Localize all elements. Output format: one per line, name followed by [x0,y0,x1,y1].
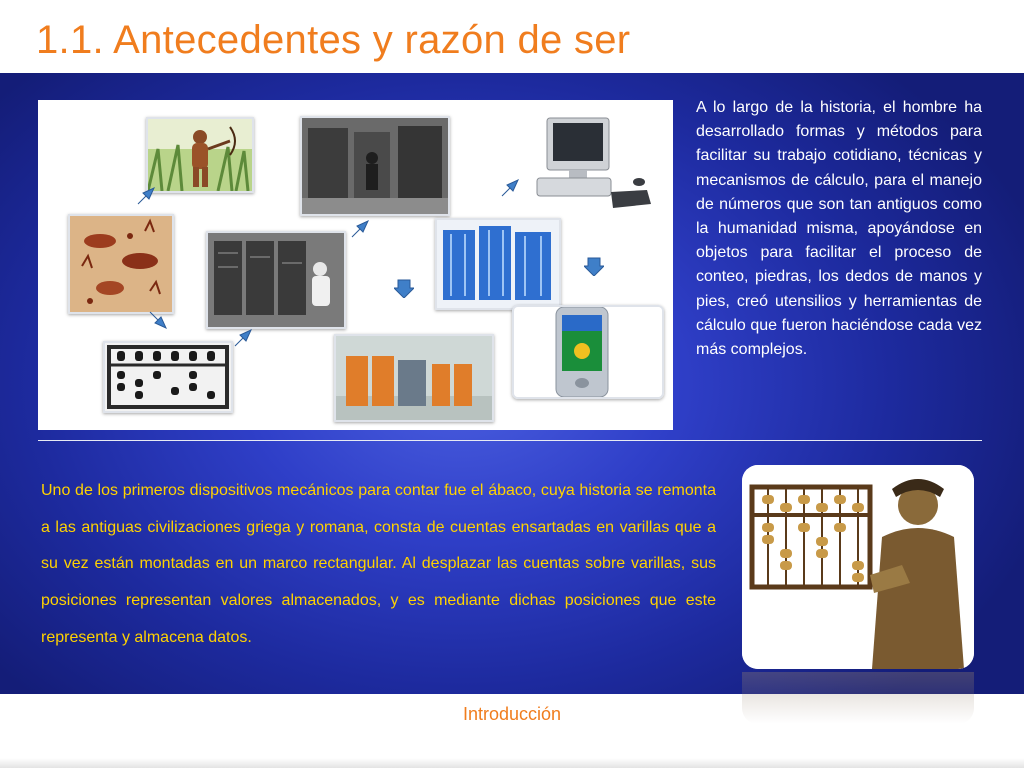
hunter-with-bow-image [146,117,254,193]
footer-label: Introducción [462,704,562,724]
cave-painting-image [68,214,174,314]
history-paragraph: A lo largo de la historia, el hombre ha desarrollado formas y métodos para facilitar su trabajo cotidiano, técnicas y mecanismos de cálculo, para el manejo de números que son tan antiguos como la humanidad misma, apoyándose en objetos para facilitar el proceso de conteo, piedras, los dedos de manos y pies, creó utensilios y herramientas de cálculo que fueron haciéndose cada vez más complejos. [696,99,982,359]
early-computer-room-image [300,116,450,216]
abacus-paragraph: Uno de los primeros dispositivos mecánicos para contar fue el ábaco, cuya historia se remonta a las antiguas civilizaciones griega y romana, consta de cuentas ensartadas en varillas que a su vez están montadas en un marco rectangular. Al desplazar las cuentas sobre varillas, sus posiciones representan valores almacenados, y es mediante dichas posiciones que este representa y almacena datos. [41,482,716,646]
arrow-icon [233,328,253,348]
pda-handheld-image [512,305,664,399]
eniac-operator-image [206,231,346,329]
arrow-icon [394,278,414,298]
history-collage [38,100,673,430]
arrow-icon [500,178,520,198]
supercomputer-racks-image [435,218,561,310]
woman-with-abacus-image [742,465,974,669]
mainframe-cabinets-image [334,334,494,422]
arrow-icon [136,186,156,206]
arrow-icon [584,256,604,276]
bottom-edge [0,758,1024,768]
desktop-computer-image [533,112,653,212]
arrow-icon [350,219,370,239]
slide-title: 1.1. Antecedentes y razón de ser [36,18,631,62]
abacus-image [103,341,233,413]
divider-line [38,440,982,441]
arrow-icon [148,310,168,330]
